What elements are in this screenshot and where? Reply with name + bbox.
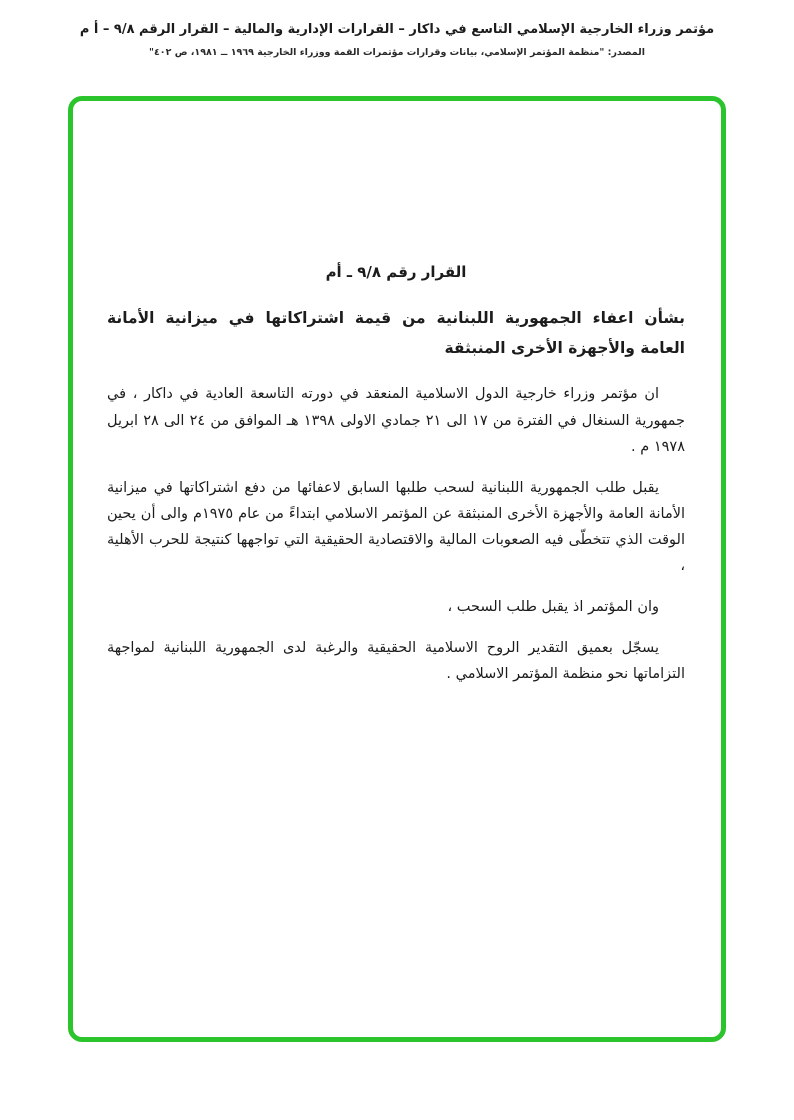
header-source: المصدر: "منظمة المؤتمر الإسلامي، بيانات وقرارات مؤتمرات القمة ووزراء الخارجية ١٩٦٩ ــ ١٩٨١، ص ٤٠٢"	[149, 46, 645, 58]
document-content	[73, 101, 721, 687]
decision-title: بشأن اعفاء الجمهورية اللبنانية من قيمة اشتراكاتها في ميزانية الأمانة العامة والأجهزة الأخرى المنبثقة	[107, 309, 685, 358]
paragraph-appreciation: يسجّل بعميق التقدير الروح الاسلامية الحقيقية والرغبة لدى الجمهورية اللبنانية لمواجهة التزاماتها نحو منظمة المؤتمر الاسلامي .	[107, 640, 685, 683]
paragraph-withdrawal: وان المؤتمر اذ يقبل طلب السحب ،	[447, 599, 659, 616]
decision-number: القرار رقم ٩/٨ ـ أم	[325, 263, 467, 281]
document-header	[0, 0, 794, 58]
paragraph-acceptance: يقبل طلب الجمهورية اللبنانية لسحب طلبها السابق لاعفائها من دفع اشتراكاتها في ميزانية الأمانة العامة والأجهزة الأخرى المنبثقة عن المؤتمر الاسلامي ابتداءً من عام ١٩٧٥م والى أن يحين الوقت الذي تتخطّى فيه الصعوبات المالية والاقتصادية الحقيقية التي تواجهها كنتيجة للحرب الأهلية ،	[107, 479, 686, 574]
paragraph-preamble: ان مؤتمر وزراء خارجية الدول الاسلامية المنعقد في دورته التاسعة العادية في داكار ، في جمهورية السنغال في الفترة من ١٧ الى ٢١ جمادي الاولى ١٣٩٨ هـ الموافق من ٢٤ الى ٢٨ ابريل ١٩٧٨ م .	[107, 386, 685, 455]
header-title: مؤتمر وزراء الخارجية الإسلامي التاسع في داكار – القرارات الإدارية والمالية – القرار الرقم ٩/٨ – أ م	[79, 22, 715, 37]
document-frame	[68, 96, 726, 1042]
